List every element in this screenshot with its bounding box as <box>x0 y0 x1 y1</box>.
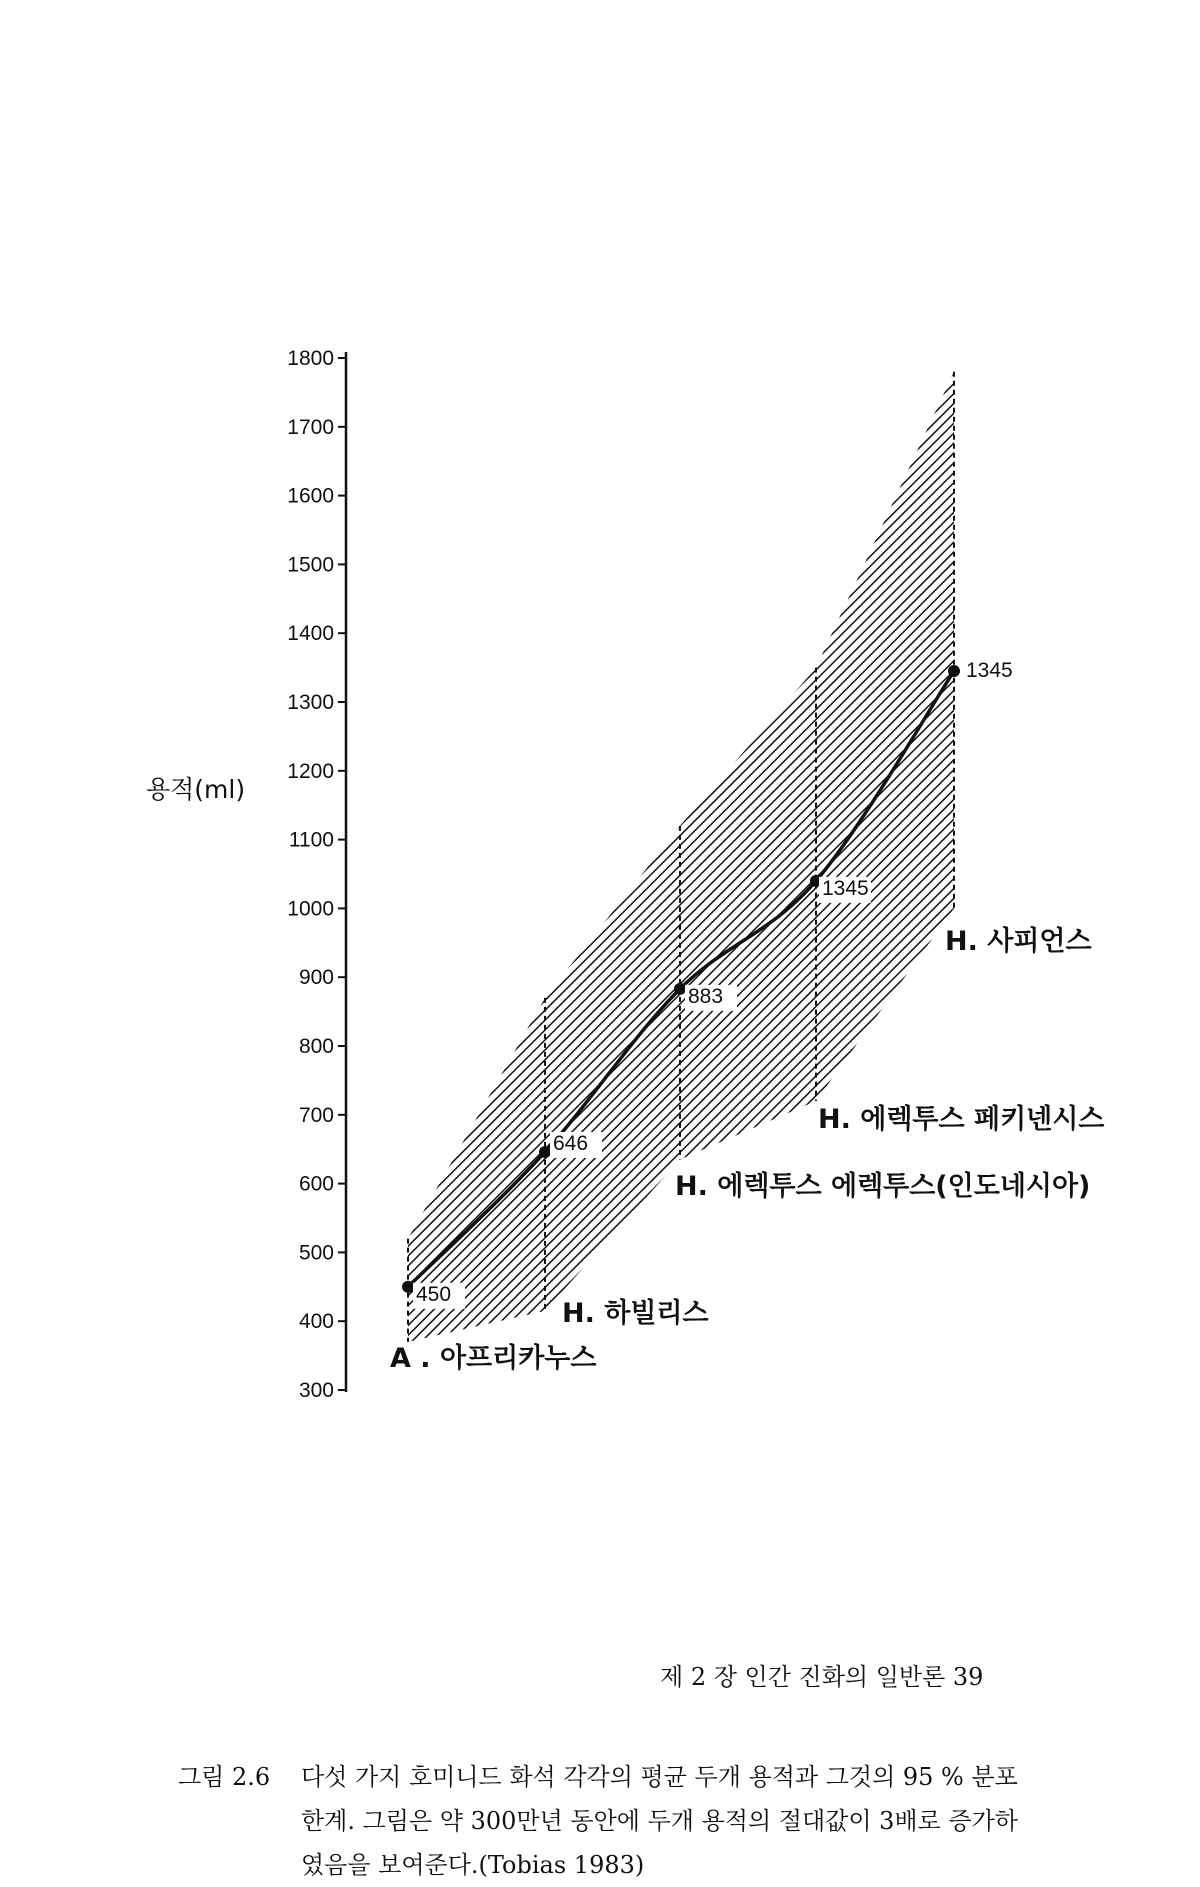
value-label: 1345 <box>822 876 869 900</box>
value-label: 1345 <box>966 659 1013 683</box>
y-axis-label: 용적(ml) <box>146 775 246 804</box>
y-axis <box>287 347 346 1402</box>
species-label: H. 에렉투스 에렉투스(인도네시아) <box>675 1171 1091 1202</box>
caption-line: 였음을 보여준다.(Tobias 1983) <box>301 1851 645 1879</box>
y-tick-label: 1200 <box>287 759 334 783</box>
mean-point <box>402 1281 414 1293</box>
mean-point <box>539 1146 551 1158</box>
y-tick-label: 1100 <box>288 828 334 852</box>
mean-point <box>948 665 960 677</box>
y-tick-label: 300 <box>298 1379 334 1402</box>
y-tick-label: 700 <box>298 1103 334 1127</box>
caption-figure-label: 그림 2.6 <box>178 1763 271 1791</box>
species-label: H. 에렉투스 페키넨시스 <box>818 1104 1105 1135</box>
y-tick-label: 800 <box>298 1035 334 1058</box>
y-tick-label: 1500 <box>287 553 334 577</box>
species-label: A . 아프리카누스 <box>390 1343 597 1374</box>
caption-line: 한계. 그림은 약 300만년 동안에 두개 용적의 절대값이 3배로 증가하 <box>301 1807 1018 1835</box>
page-footer: 제 2 장 인간 진화의 일반론 39 <box>660 1663 984 1691</box>
value-label: 646 <box>553 1131 589 1155</box>
y-tick-label: 400 <box>298 1310 334 1334</box>
y-tick-label: 1300 <box>287 691 334 714</box>
species-label: H. 하빌리스 <box>562 1298 709 1329</box>
y-tick-label: 500 <box>298 1241 334 1265</box>
caption-line: 다섯 가지 호미니드 화석 각각의 평균 두개 용적과 그것의 95 % 분포 <box>301 1763 1018 1791</box>
value-label: 883 <box>688 984 724 1008</box>
y-tick-label: 900 <box>298 966 334 990</box>
figure-caption <box>178 1755 1078 1887</box>
y-tick-label: 1400 <box>287 622 334 646</box>
value-label: 450 <box>416 1282 452 1306</box>
y-tick-label: 600 <box>298 1172 334 1196</box>
y-tick-label: 1700 <box>287 415 334 439</box>
species-label: H. 사피언스 <box>945 926 1092 957</box>
y-tick-label: 1600 <box>287 484 334 508</box>
y-tick-label: 1800 <box>287 347 334 370</box>
y-tick-label: 1000 <box>287 897 334 921</box>
mean-point <box>674 983 686 995</box>
